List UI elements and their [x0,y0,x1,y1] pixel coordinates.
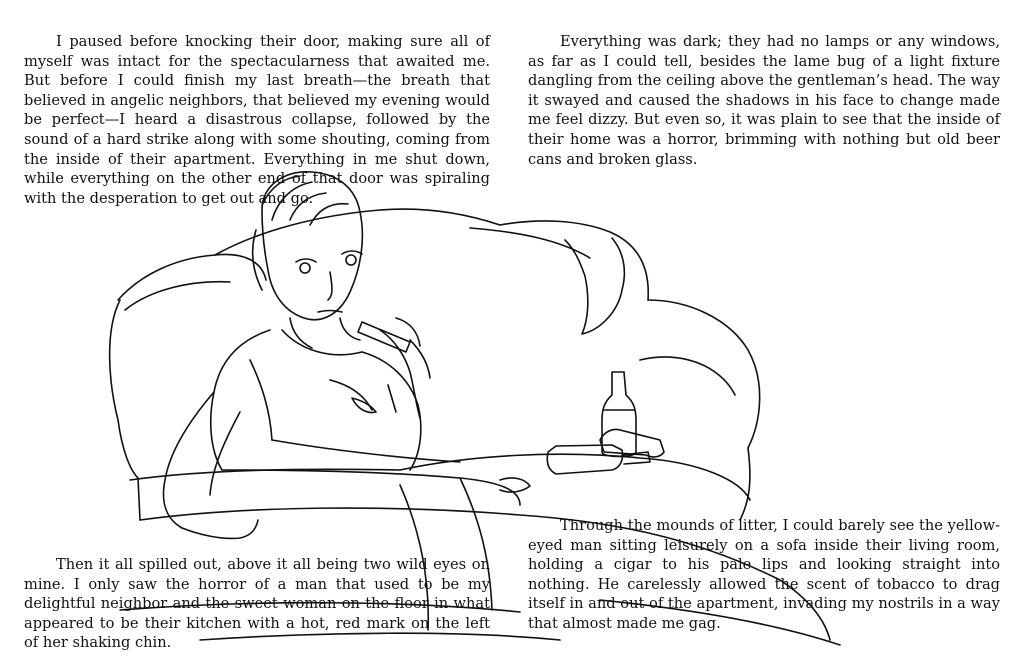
man-legs [222,470,520,505]
beer-bottle-upright [602,372,636,457]
sofa-backrest [215,209,500,255]
cigar [358,322,410,352]
story-passage-top-right: Everything was dark; they had no lamps or any windows, as far as I could tell, besides the lame bug of a light fixture dangling from the ceiling above the gentleman’s head. The way it swayed and caused the shadows in his face to change made me feel dizzy. But even so, it was plain to see that the inside of their home was a horror, brimming with nothing but old beer cans and broken glass. [528,33,1000,168]
man-left-arm [164,392,214,528]
sofa-right-arm [648,300,760,448]
beer-bottle-tilted [600,429,664,456]
sofa-left-arm [110,300,140,520]
man-torso [211,330,270,470]
beer-bottle-fallen [547,445,622,474]
story-passage-bottom-right: Through the mounds of litter, I could barely see the yellow-eyed man sitting leisurely on a sofa inside their living room, holding a cigar to his pale lips and looking straight into nothing. He carelessly allowed the scent of tobacco to drag itself in and out of the apartment, invading my nostrils in a way that almost made me gag. [528,517,1000,632]
story-passage-top-left: I paused before knocking their door, making sure all of myself was intact for the spectacularness that awaited me. But before I could finish my last breath—the breath that believed in angelic neighbors, that believed my evening would be perfect—I heard a disastrous collapse, followed by the sound of a hard strike along with some shouting, coming from the inside of their apartment. Everything in me shut down, while everything on the other end of that door was spiraling with the desperation to get out and go. [24,33,490,207]
story-passage-bottom-left: Then it all spilled out, above it all being two wild eyes on mine. I only saw the horror of a man that used to be my delightful neighbor and the sweet woman on the floor in what appeared to be their kitchen with a hot, red mark on the left of her shaking chin. [24,556,490,652]
